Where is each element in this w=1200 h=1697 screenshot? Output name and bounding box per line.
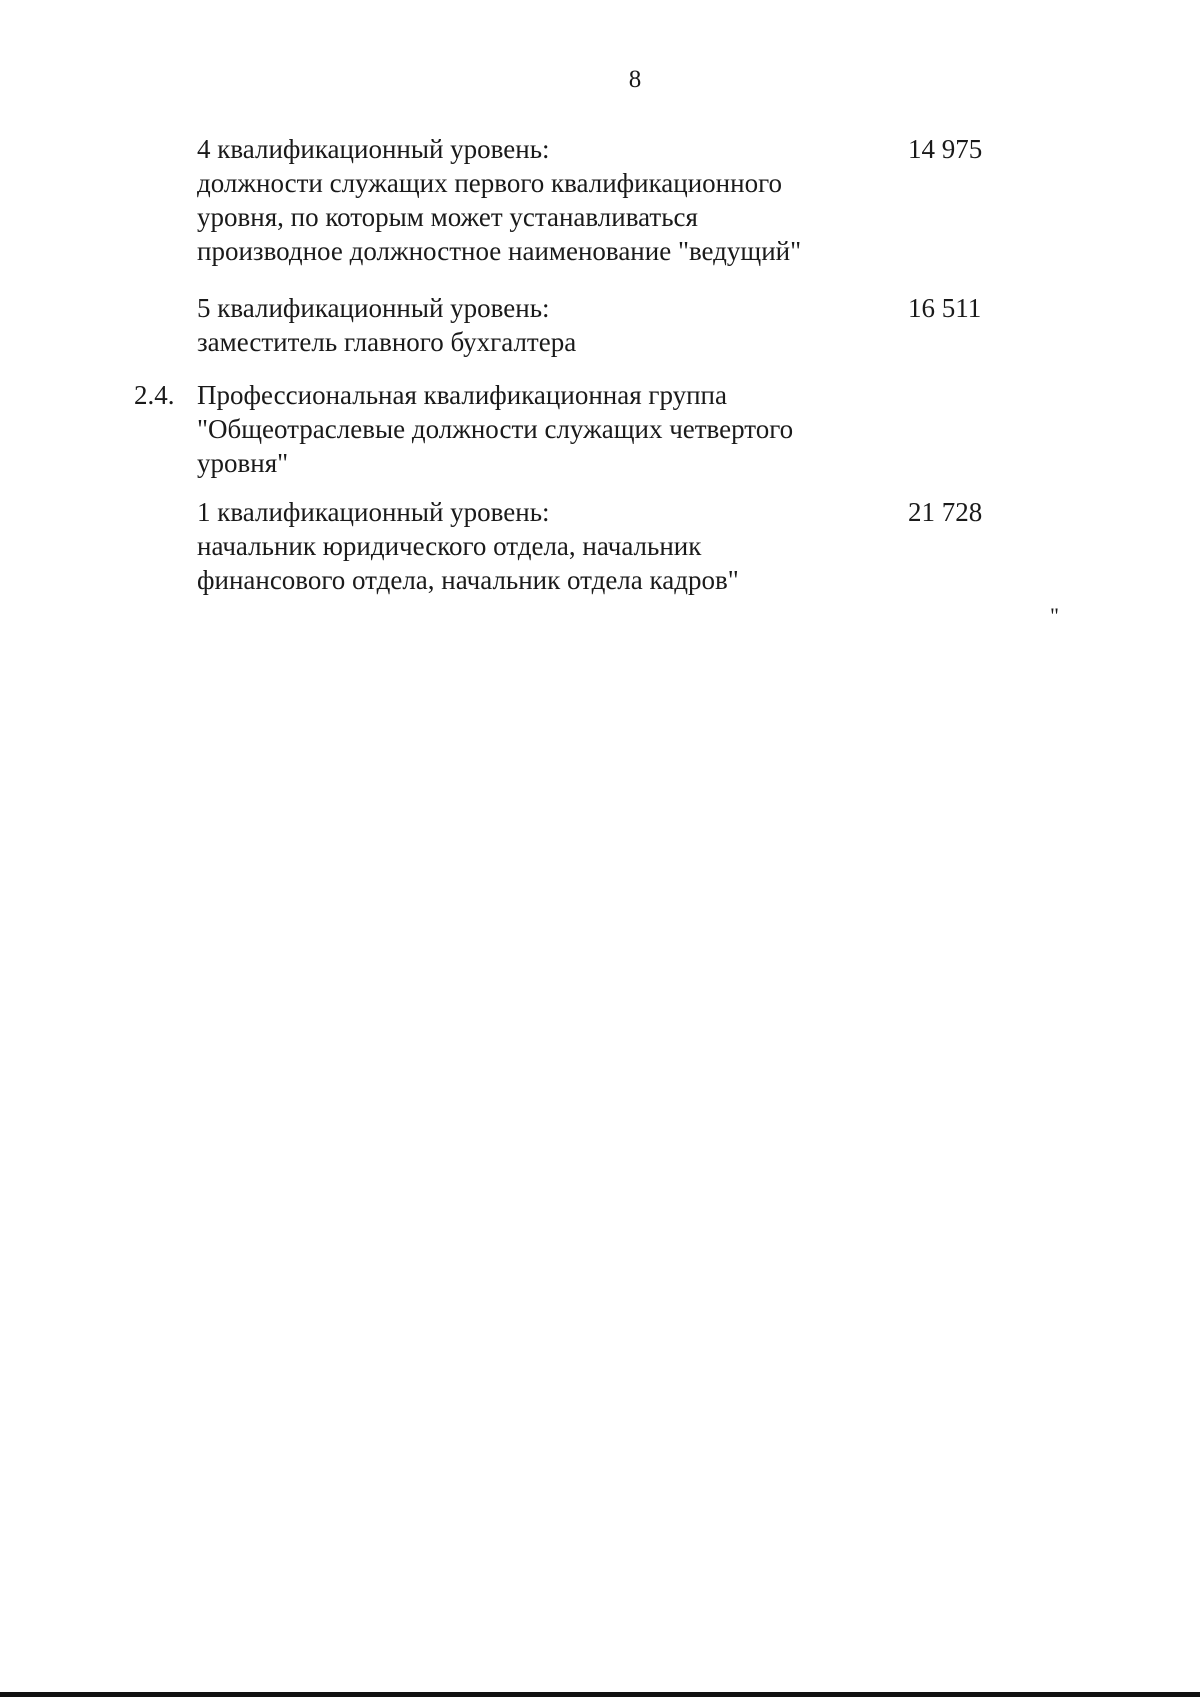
entry-line: уровня" [197,448,289,478]
section-number: 2.4. [134,380,175,410]
entry-line: заместитель главного бухгалтера [197,327,577,357]
entry-line: уровня, по которым может устанавливаться [197,202,698,232]
salary-value: 21 728 [908,497,983,527]
entry-line: 4 квалификационный уровень: [197,134,550,164]
qualification-level-1 [197,495,739,597]
qualification-level-5 [197,291,576,359]
entry-line: финансового отдела, начальник отдела кадров" [197,565,739,595]
entry-line: начальник юридического отдела, начальник [197,531,702,561]
qualification-level-4 [197,132,801,268]
entry-line: Профессиональная квалификационная группа [197,380,727,410]
entry-line: "Общеотраслевые должности служащих четвертого [197,414,794,444]
entry-line: 5 квалификационный уровень: [197,293,550,323]
professional-group-heading [197,378,793,480]
closing-quote: " [1050,603,1059,628]
salary-value: 16 511 [908,293,982,323]
page-bottom-edge [0,1692,1200,1697]
page-number: 8 [628,66,642,93]
entry-line: 1 квалификационный уровень: [197,497,550,527]
salary-value: 14 975 [908,134,983,164]
entry-line: производное должностное наименование "ведущий" [197,236,802,266]
entry-line: должности служащих первого квалификационного [197,168,782,198]
